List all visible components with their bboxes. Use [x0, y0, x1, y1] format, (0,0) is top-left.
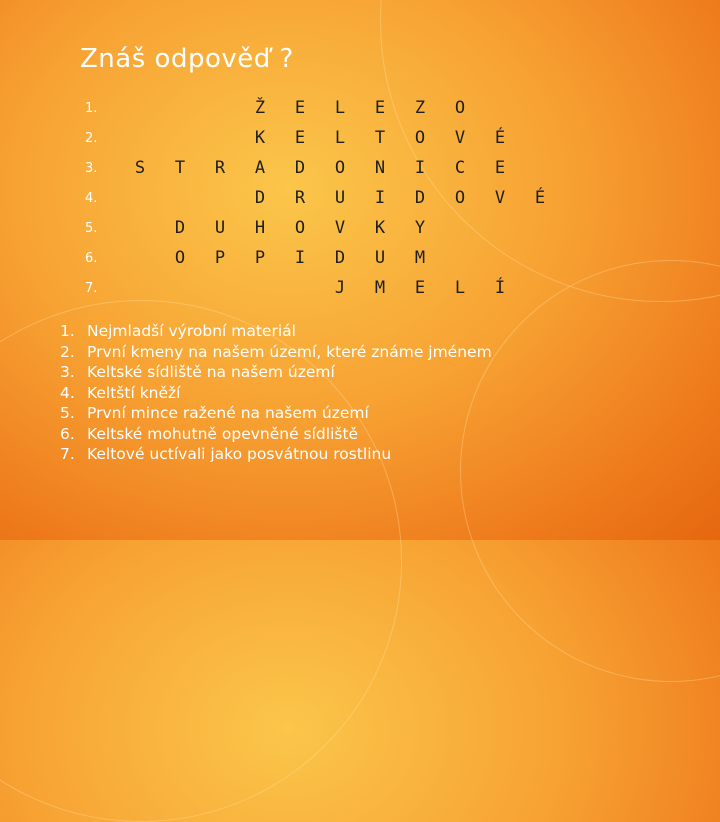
crossword-cell: A — [254, 158, 266, 178]
crossword-cell: V — [334, 218, 346, 238]
clue-text: Keltské sídliště na našem území — [87, 363, 335, 381]
row-number: 4. — [85, 191, 98, 206]
crossword-cell: O — [294, 218, 306, 238]
crossword-cell: Ž — [254, 98, 266, 118]
clue-item — [60, 362, 492, 383]
crossword-cell: O — [454, 98, 466, 118]
crossword-cell: U — [334, 188, 346, 208]
crossword-cell: O — [174, 248, 186, 268]
crossword-cell: E — [294, 98, 306, 118]
crossword-cell: U — [374, 248, 386, 268]
crossword-cell: E — [374, 98, 386, 118]
crossword-cell: S — [134, 158, 146, 178]
crossword-cell: D — [174, 218, 186, 238]
crossword-cell: D — [414, 188, 426, 208]
crossword-cell: O — [414, 128, 426, 148]
clue-number: 7. — [60, 445, 75, 463]
row-number: 1. — [85, 101, 98, 116]
crossword-cell: D — [334, 248, 346, 268]
row-number: 2. — [85, 131, 98, 146]
crossword-cell: V — [454, 128, 466, 148]
row-number: 6. — [85, 251, 98, 266]
crossword-cell: É — [494, 128, 506, 148]
crossword-cell: É — [534, 188, 546, 208]
crossword-cell: R — [214, 158, 226, 178]
crossword-cell: O — [454, 188, 466, 208]
crossword-cell: E — [414, 278, 426, 298]
clue-item — [60, 424, 492, 445]
row-number: 3. — [85, 161, 98, 176]
crossword-cell: T — [174, 158, 186, 178]
crossword-cell: Y — [414, 218, 426, 238]
crossword-cell: R — [294, 188, 306, 208]
background-swirl — [460, 260, 720, 682]
crossword-cell: C — [454, 158, 466, 178]
clue-text: První mince ražené na našem území — [87, 404, 369, 422]
crossword-cell: L — [454, 278, 466, 298]
crossword-cell: T — [374, 128, 386, 148]
clue-text: Nejmladší výrobní materiál — [87, 322, 296, 340]
clue-item — [60, 403, 492, 424]
crossword-cell: P — [254, 248, 266, 268]
crossword-cell: E — [494, 158, 506, 178]
row-number: 7. — [85, 281, 98, 296]
crossword-cell: D — [294, 158, 306, 178]
slide-title: Znáš odpověď ? — [80, 44, 294, 74]
crossword-cell: E — [294, 128, 306, 148]
clue-number: 1. — [60, 322, 75, 340]
crossword-cell: Í — [494, 278, 506, 298]
crossword-cell: P — [214, 248, 226, 268]
crossword-cell: Z — [414, 98, 426, 118]
clue-number: 6. — [60, 424, 75, 443]
crossword-cell: L — [334, 98, 346, 118]
crossword-cell: N — [374, 158, 386, 178]
crossword-cell: I — [374, 188, 386, 208]
clue-item — [60, 342, 492, 363]
row-number: 5. — [85, 221, 98, 236]
clue-item — [60, 321, 492, 342]
crossword-cell: D — [254, 188, 266, 208]
clue-number: 5. — [60, 404, 75, 422]
clue-number: 3. — [60, 363, 75, 381]
crossword-cell: L — [334, 128, 346, 148]
crossword-cell: O — [334, 158, 346, 178]
crossword-cell: H — [254, 218, 266, 238]
crossword-cell: M — [374, 278, 386, 298]
crossword-cell: K — [254, 128, 266, 148]
crossword-cell: U — [214, 218, 226, 238]
clue-number: 4. — [60, 383, 75, 402]
crossword-cell: V — [494, 188, 506, 208]
crossword-cell: I — [294, 248, 306, 268]
clue-list — [60, 321, 492, 465]
clue-text: Keltové uctívali jako posvátnou rostlinu — [87, 445, 392, 463]
clue-item — [60, 383, 492, 404]
crossword-cell: M — [414, 248, 426, 268]
clue-number: 2. — [60, 342, 75, 361]
clue-text: První kmeny na našem území, které známe jménem — [87, 342, 492, 361]
crossword-cell: J — [334, 278, 346, 298]
clue-text: Keltské mohutně opevněné sídliště — [87, 424, 359, 443]
clue-text: Keltští kněží — [87, 383, 181, 402]
crossword-cell: I — [414, 158, 426, 178]
crossword-cell: K — [374, 218, 386, 238]
clue-item — [60, 444, 492, 465]
